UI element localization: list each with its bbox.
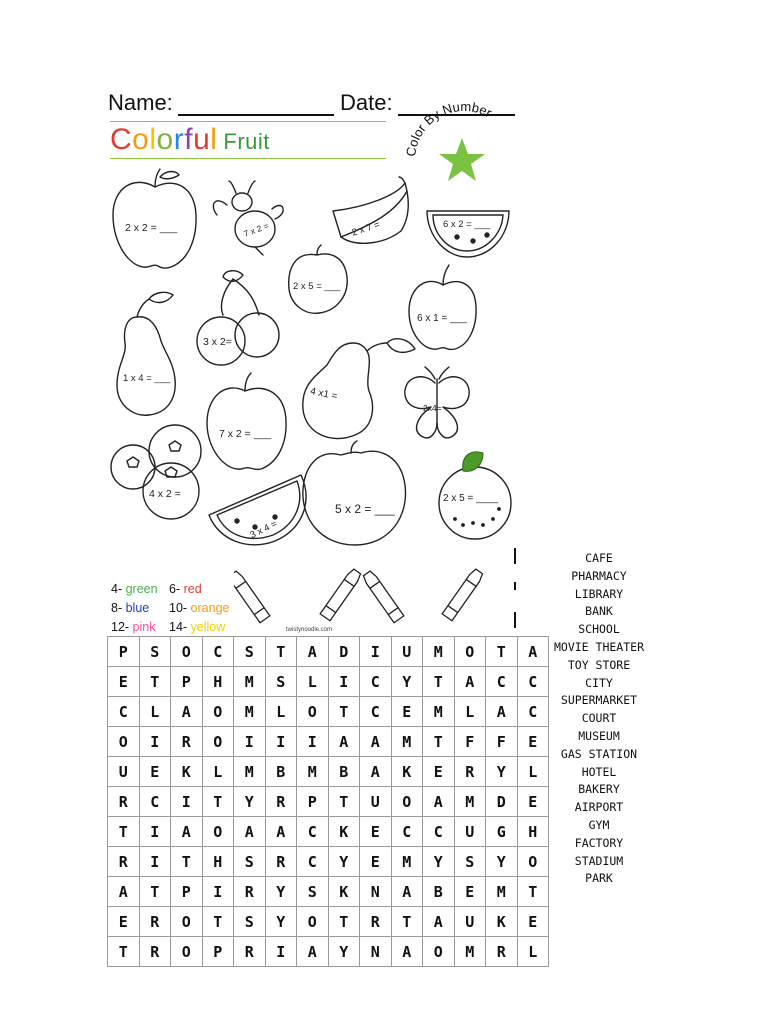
legend-entry: 14- yellow: [169, 620, 226, 634]
grid-cell[interactable]: I: [139, 727, 171, 757]
grid-cell[interactable]: L: [265, 697, 297, 727]
grid-cell[interactable]: U: [360, 787, 392, 817]
pear-icon: [117, 292, 175, 415]
grid-cell[interactable]: T: [423, 727, 455, 757]
word-list-item: AIRPORT: [574, 800, 624, 815]
title-fruit: Fruit: [223, 129, 270, 154]
grid-cell[interactable]: R: [108, 847, 140, 877]
legend-row: [111, 580, 251, 599]
grid-cell[interactable]: R: [139, 937, 171, 967]
name-label: Name:: [108, 90, 173, 115]
problem-text: 2x4=: [423, 403, 442, 413]
grid-cell[interactable]: O: [517, 847, 549, 877]
grid-cell[interactable]: A: [423, 787, 455, 817]
word-list-item: COURT: [581, 711, 617, 726]
grid-cell[interactable]: R: [234, 937, 266, 967]
grid-row: [108, 637, 549, 667]
grid-cell[interactable]: P: [171, 667, 203, 697]
apple-icon: [409, 265, 476, 349]
grid-cell[interactable]: O: [391, 787, 423, 817]
badge-text: Color By Number: [403, 98, 495, 158]
grid-cell[interactable]: L: [517, 937, 549, 967]
grid-cell[interactable]: S: [297, 877, 329, 907]
edge-mark: [514, 582, 516, 590]
grid-cell[interactable]: O: [171, 637, 203, 667]
title-letter: o: [132, 123, 150, 156]
grid-cell[interactable]: C: [297, 847, 329, 877]
word-list-item: FACTORY: [574, 835, 624, 850]
grid-cell[interactable]: I: [234, 727, 266, 757]
page-title: [110, 123, 270, 157]
word-list-item: GAS STATION: [560, 746, 638, 761]
grid-cell[interactable]: T: [423, 667, 455, 697]
grid-cell[interactable]: H: [202, 667, 234, 697]
grid-cell[interactable]: K: [391, 757, 423, 787]
problem-text: 3 x 2=: [203, 336, 232, 348]
word-list-item: SUPERMARKET: [560, 693, 638, 708]
grid-cell[interactable]: R: [486, 937, 518, 967]
grid-cell[interactable]: A: [108, 877, 140, 907]
credit-text: twistynoodle.com: [286, 627, 333, 633]
problem-text: 2 x 7 =: [350, 219, 382, 239]
grid-cell[interactable]: R: [139, 907, 171, 937]
grid-cell[interactable]: A: [517, 637, 549, 667]
grid-cell[interactable]: E: [108, 667, 140, 697]
word-list-item: PHARMACY: [571, 568, 627, 583]
grid-cell[interactable]: S: [234, 637, 266, 667]
grid-cell[interactable]: A: [171, 697, 203, 727]
grid-cell[interactable]: Y: [328, 847, 360, 877]
grid-cell[interactable]: U: [391, 637, 423, 667]
grid-cell[interactable]: Y: [391, 667, 423, 697]
grid-cell[interactable]: O: [202, 727, 234, 757]
grid-cell[interactable]: L: [297, 667, 329, 697]
apple-icon: [113, 169, 196, 268]
grid-cell[interactable]: E: [360, 817, 392, 847]
grid-cell[interactable]: Y: [423, 847, 455, 877]
grid-cell[interactable]: O: [297, 697, 329, 727]
legend-entry: 4- green: [111, 582, 158, 596]
grid-cell[interactable]: C: [108, 697, 140, 727]
grid-cell[interactable]: L: [454, 697, 486, 727]
grid-cell[interactable]: C: [202, 637, 234, 667]
cherries-icon: [197, 271, 279, 365]
crayon-icon: [234, 570, 270, 623]
grid-cell[interactable]: K: [171, 757, 203, 787]
word-list-item: GYM: [588, 817, 610, 832]
grid-cell[interactable]: M: [297, 757, 329, 787]
bee-icon: [213, 181, 283, 255]
word-list-item: TOY STORE: [567, 657, 631, 672]
grid-cell[interactable]: E: [139, 757, 171, 787]
grid-cell[interactable]: O: [108, 727, 140, 757]
edge-mark: [514, 612, 516, 628]
grid-cell[interactable]: A: [454, 667, 486, 697]
word-list-item: BAKERY: [578, 782, 620, 797]
grid-cell[interactable]: M: [423, 637, 455, 667]
peach-icon: [303, 441, 406, 545]
grid-cell[interactable]: R: [360, 907, 392, 937]
grid-cell[interactable]: R: [265, 847, 297, 877]
grid-cell[interactable]: Y: [486, 847, 518, 877]
grid-row: [108, 907, 549, 937]
legend-entry: 6- red: [169, 582, 202, 596]
name-blank: [178, 94, 334, 116]
word-list-item: MOVIE THEATER: [553, 639, 644, 654]
title-rule: [110, 158, 386, 159]
grid-cell[interactable]: P: [297, 787, 329, 817]
title-letter: f: [184, 123, 194, 156]
grid-cell[interactable]: I: [139, 847, 171, 877]
word-list: [540, 550, 658, 888]
grid-cell[interactable]: N: [360, 937, 392, 967]
grid-cell[interactable]: I: [202, 877, 234, 907]
problem-text: 2 x 2 = ___: [125, 222, 178, 234]
grid-row: [108, 727, 549, 757]
word-list-item: HOTEL: [581, 764, 617, 779]
grid-cell[interactable]: T: [108, 817, 140, 847]
grid-cell[interactable]: M: [391, 847, 423, 877]
grid-cell[interactable]: Y: [328, 937, 360, 967]
grid-cell[interactable]: T: [328, 697, 360, 727]
grid-row: [108, 697, 549, 727]
grid-row: [108, 757, 549, 787]
word-list-item: PARK: [585, 871, 613, 886]
peach-icon: [289, 245, 348, 313]
grid-cell[interactable]: I: [360, 637, 392, 667]
grid-cell[interactable]: A: [297, 637, 329, 667]
grid-cell[interactable]: M: [234, 757, 266, 787]
grid-cell[interactable]: T: [139, 877, 171, 907]
word-list-item: LIBRARY: [574, 586, 624, 601]
title-letter: C: [110, 123, 133, 156]
grid-cell[interactable]: P: [171, 877, 203, 907]
grid-cell[interactable]: E: [360, 847, 392, 877]
grid-cell[interactable]: E: [108, 907, 140, 937]
grid-cell[interactable]: E: [517, 907, 549, 937]
title-colorful: [110, 123, 217, 157]
watermelon-icon: [427, 211, 509, 257]
problem-text: 4 x 2 =: [149, 488, 181, 500]
grid-cell[interactable]: A: [171, 817, 203, 847]
grid-cell[interactable]: M: [454, 937, 486, 967]
crayon-icon: [442, 568, 484, 621]
grid-cell[interactable]: T: [202, 787, 234, 817]
legend-entry: 8- blue: [111, 601, 150, 615]
grid-cell[interactable]: A: [391, 937, 423, 967]
grid-row: [108, 937, 549, 967]
title-letter: o: [156, 123, 174, 156]
grid-cell[interactable]: K: [486, 907, 518, 937]
crayons: [234, 562, 484, 626]
problem-text: 7 x 2 = ___: [219, 428, 272, 440]
grid-cell[interactable]: A: [234, 817, 266, 847]
grid-cell[interactable]: M: [234, 667, 266, 697]
banana-icon: [333, 177, 408, 243]
legend-entry: 10- orange: [169, 601, 230, 615]
grid-cell[interactable]: I: [265, 727, 297, 757]
crayon-icon: [320, 568, 362, 621]
problem-text: 2 x 5 = ____: [443, 493, 499, 504]
grid-cell[interactable]: B: [423, 877, 455, 907]
grid-cell[interactable]: A: [391, 877, 423, 907]
grid-cell[interactable]: M: [454, 787, 486, 817]
grid-cell[interactable]: I: [265, 937, 297, 967]
grid-cell[interactable]: M: [234, 697, 266, 727]
apple-icon: [207, 373, 286, 469]
grid-cell[interactable]: E: [454, 877, 486, 907]
word-list-item: CITY: [585, 675, 613, 690]
grid-cell[interactable]: U: [454, 907, 486, 937]
grid-cell[interactable]: R: [108, 787, 140, 817]
grid-cell[interactable]: R: [265, 787, 297, 817]
grid-cell[interactable]: C: [423, 817, 455, 847]
grid-cell[interactable]: D: [328, 637, 360, 667]
grid-cell[interactable]: L: [202, 757, 234, 787]
grid-cell[interactable]: C: [360, 667, 392, 697]
problem-text: 6 x 2 = ___: [443, 219, 491, 230]
grid-cell[interactable]: N: [360, 877, 392, 907]
legend-entry: 12- pink: [111, 620, 156, 634]
word-list-item: STADIUM: [574, 853, 624, 868]
grid-cell[interactable]: H: [517, 817, 549, 847]
header-rule: [110, 121, 386, 122]
grid-cell[interactable]: L: [139, 697, 171, 727]
grid-cell[interactable]: R: [234, 877, 266, 907]
date-label: Date:: [340, 90, 393, 115]
word-list-item: BANK: [585, 604, 613, 619]
fruit-illustrations: [105, 165, 525, 555]
grid-cell[interactable]: T: [391, 907, 423, 937]
grid-cell[interactable]: C: [139, 787, 171, 817]
grid-cell[interactable]: A: [297, 937, 329, 967]
grid-cell[interactable]: O: [297, 907, 329, 937]
grid-cell[interactable]: T: [108, 937, 140, 967]
grid-cell[interactable]: F: [454, 727, 486, 757]
grid-cell[interactable]: C: [517, 667, 549, 697]
grid-cell[interactable]: S: [234, 847, 266, 877]
grid-cell[interactable]: Y: [265, 907, 297, 937]
grid-cell[interactable]: D: [486, 787, 518, 817]
grid-cell[interactable]: S: [139, 637, 171, 667]
word-list-item: SCHOOL: [578, 622, 620, 637]
grid-cell[interactable]: T: [486, 637, 518, 667]
word-search-grid: [107, 636, 549, 967]
problem-text: 4 x1 =: [309, 385, 339, 403]
title-letter: l: [149, 123, 157, 156]
grid-cell[interactable]: E: [517, 787, 549, 817]
crayon-icon: [362, 570, 404, 623]
grid-cell[interactable]: K: [328, 877, 360, 907]
grid-cell[interactable]: M: [391, 727, 423, 757]
grid-cell[interactable]: M: [423, 697, 455, 727]
grid-cell[interactable]: I: [328, 667, 360, 697]
grid-cell[interactable]: R: [454, 757, 486, 787]
blueberries-icon: [111, 425, 201, 519]
problem-text: 3 x 4 =: [248, 518, 280, 542]
grid-cell[interactable]: T: [171, 847, 203, 877]
grid-cell[interactable]: C: [297, 817, 329, 847]
grid-cell[interactable]: I: [139, 817, 171, 847]
grid-cell[interactable]: I: [297, 727, 329, 757]
grid-cell[interactable]: O: [171, 937, 203, 967]
grid-cell[interactable]: B: [328, 757, 360, 787]
title-letter: l: [210, 123, 218, 156]
problem-text: 2 x 5 = ___: [293, 281, 341, 292]
word-list-item: CAFE: [585, 551, 613, 565]
grid-cell[interactable]: I: [171, 787, 203, 817]
grid-cell[interactable]: C: [360, 697, 392, 727]
problem-text: 7 x 2 =: [242, 220, 270, 239]
grid-cell[interactable]: O: [454, 637, 486, 667]
grid-row: [108, 667, 549, 697]
grid-cell[interactable]: O: [202, 697, 234, 727]
grid-cell[interactable]: A: [360, 727, 392, 757]
grid-cell[interactable]: H: [202, 847, 234, 877]
grid-cell[interactable]: G: [486, 817, 518, 847]
grid-cell[interactable]: C: [391, 817, 423, 847]
grid-cell[interactable]: E: [423, 757, 455, 787]
title-letter: r: [173, 123, 185, 156]
grid-cell[interactable]: S: [265, 667, 297, 697]
grid-cell[interactable]: S: [234, 907, 266, 937]
grid-cell[interactable]: O: [423, 937, 455, 967]
grid-cell[interactable]: K: [328, 817, 360, 847]
grid-cell[interactable]: T: [517, 877, 549, 907]
grid-cell[interactable]: T: [328, 907, 360, 937]
grid-cell[interactable]: M: [486, 877, 518, 907]
grid-cell[interactable]: T: [139, 667, 171, 697]
grid-cell[interactable]: E: [517, 727, 549, 757]
title-letter: u: [193, 123, 211, 156]
problem-text: 6 x 1 = ___: [417, 313, 467, 324]
grid-cell[interactable]: S: [454, 847, 486, 877]
grid-cell[interactable]: A: [328, 727, 360, 757]
grid-cell[interactable]: C: [517, 697, 549, 727]
grid-cell[interactable]: P: [202, 937, 234, 967]
grid-cell[interactable]: U: [108, 757, 140, 787]
grid-cell[interactable]: Y: [234, 787, 266, 817]
grid-cell[interactable]: P: [108, 637, 140, 667]
grid-cell[interactable]: A: [360, 757, 392, 787]
problem-text: 1 x 4 = ___: [123, 373, 171, 384]
legend-row: [111, 618, 251, 637]
grid-cell[interactable]: E: [391, 697, 423, 727]
grid-cell[interactable]: C: [486, 667, 518, 697]
grid-cell[interactable]: T: [328, 787, 360, 817]
grid-cell[interactable]: R: [171, 727, 203, 757]
grid-cell[interactable]: A: [486, 697, 518, 727]
grid-cell[interactable]: A: [423, 907, 455, 937]
grid-row: [108, 817, 549, 847]
grid-cell[interactable]: O: [171, 907, 203, 937]
grid-cell[interactable]: Y: [486, 757, 518, 787]
grid-cell[interactable]: A: [265, 817, 297, 847]
legend-row: [111, 599, 251, 618]
grid-cell[interactable]: L: [517, 757, 549, 787]
grid-cell[interactable]: T: [265, 637, 297, 667]
leaf-icon: [463, 452, 483, 471]
grid-cell[interactable]: F: [486, 727, 518, 757]
word-list-item: MUSEUM: [578, 728, 620, 743]
grid-row: [108, 847, 549, 877]
grid-cell[interactable]: O: [202, 817, 234, 847]
grid-cell[interactable]: Y: [265, 877, 297, 907]
grid-cell[interactable]: B: [265, 757, 297, 787]
grid-cell[interactable]: U: [454, 817, 486, 847]
problem-text: 5 x 2 = ___: [335, 502, 395, 516]
grid-row: [108, 877, 549, 907]
edge-mark: [514, 548, 516, 564]
grid-row: [108, 787, 549, 817]
color-legend: [111, 580, 251, 637]
grid-cell[interactable]: T: [202, 907, 234, 937]
